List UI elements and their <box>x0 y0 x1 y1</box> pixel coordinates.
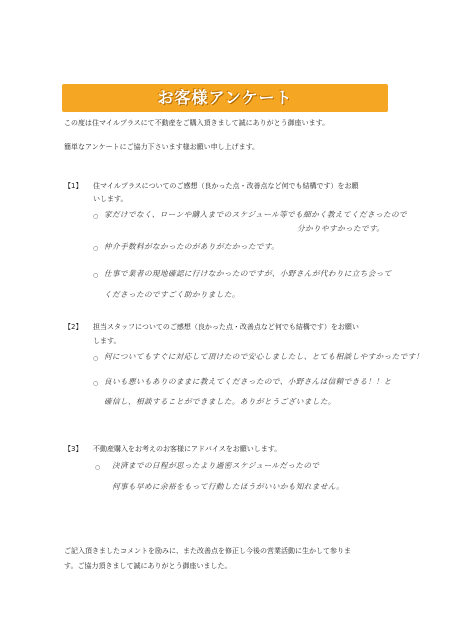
closing-line-2: す。ご協力頂きまして誠にありがとう御座いました。 <box>64 562 232 570</box>
q2-answer-2-line-1: 良いも悪いもありのままに教えてくださったので、小野さんは信頼できる！！と <box>104 377 392 386</box>
q2-answer-2-line-2: 確信し、相談することができました。ありがとうございました。 <box>104 397 336 406</box>
q2-text-line-1: 担当スタッフについてのご感想（良かった点・改善点など何でも結構です）をお願い <box>93 323 359 331</box>
q1-answer-2-line-1: 仲介手数料がなかったのがありがたかったです。 <box>104 242 280 251</box>
q3-answer-1-line-2: 何事も早めに余裕をもって行動したほうがいいかも知れません。 <box>112 482 345 491</box>
q1-text-line-1: 住マイルプラスについてのご感想（良かった点・改善点など何でも結構です）をお願 <box>93 182 359 190</box>
q1-text-line-2: いします。 <box>93 195 128 203</box>
q1-answer-1-bullet: ○ <box>93 213 99 220</box>
q2-number: 【2】 <box>64 323 83 331</box>
closing-line-1: ご記入頂きましたコメントを励みに、また改善点を修正し今後の営業活動に生かして参りま <box>64 547 351 555</box>
intro-line-1: この度は住マイルプラスにて不動産をご購入頂きまして誠にありがとう御座います。 <box>64 119 330 127</box>
intro-line-2: 簡単なアンケートにご協力下さいます様お願い申し上げます。 <box>64 143 260 151</box>
q2-answer-1-bullet: ○ <box>93 355 99 362</box>
q2-text-line-2: します。 <box>93 337 121 345</box>
q1-answer-1-line-2: 分かりやすかったです。 <box>297 224 385 233</box>
title-banner <box>62 84 388 112</box>
q2-answer-2-bullet: ○ <box>93 380 99 387</box>
q1-answer-3-line-1: 仕事で業者の現地確認に行けなかったのですが、小野さんが代わりに立ち会って <box>104 269 392 278</box>
q1-answer-3-bullet: ○ <box>93 272 99 279</box>
q1-answer-3-line-2: くださったのですごく助かりました。 <box>104 290 240 299</box>
page-title: お客様アンケート <box>157 88 293 107</box>
q3-answer-1-bullet: ○ <box>95 464 101 471</box>
q1-answer-1-line-1: 家だけでなく、ローンや購入までのスケジュール等でも細かく教えてくださったので <box>104 210 407 219</box>
q3-number: 【3】 <box>64 445 83 453</box>
q1-answer-2-bullet: ○ <box>93 245 99 252</box>
q3-answer-1-line-1: 決済までの日程が思ったより過密スケジュールだったので <box>112 461 320 470</box>
q2-answer-1-line-1: 何についてもすぐに対応して頂けたので安心しましたし、とても相談しやすかったです！ <box>104 352 424 361</box>
q1-number: 【1】 <box>64 182 83 190</box>
q3-text-line-1: 不動産購入をお考えのお客様にアドバイスをお願いします。 <box>93 445 282 453</box>
